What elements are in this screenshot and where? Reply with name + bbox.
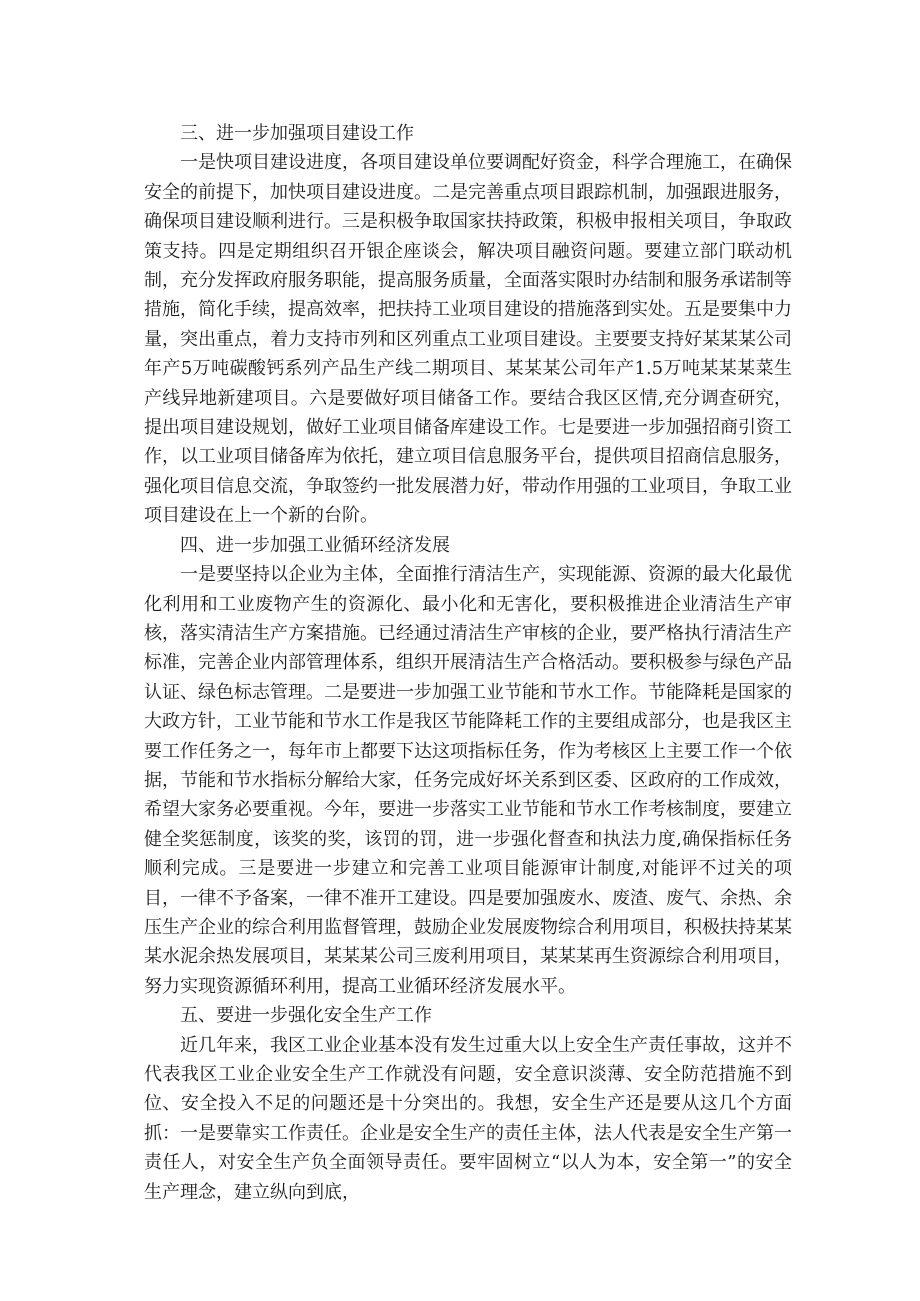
document-body [144, 119, 792, 1207]
section-3-paragraph: 一是快项目建设进度，各项目建设单位要调配好资金，科学合理施工，在确保安全的前提下，加快项目建设进度。二是完善重点项目跟踪机制，加强跟进服务，确保项目建设顺利进行。三是积极争取国家扶持政策，积极申报相关项目，争取政策支持。四是定期组织召开银企座谈会，解决项目融资问题。要建立部门联动机制，充分发挥政府服务职能，提高服务质量，全面落实限时办结制和服务承诺制等措施，简化手续，提高效率，把扶持工业项目建设的措施落到实处。五是要集中力量，突出重点，着力支持市列和区列重点工业项目建设。主要要支持好某某某公司年产5万吨碳酸钙系列产品生产线二期项目、某某某公司年产1.5万吨某某某菜生产线异地新建项目。六是要做好项目储备工作。要结合我区区情,充分调查研究，提出项目建设规划，做好工业项目储备库建设工作。七是要进一步加强招商引资工作，以工业项目储备库为依托，建立项目信息服务平台，提供项目招商信息服务，强化项目信息交流，争取签约一批发展潜力好，带动作用强的工业项目，争取工业项目建设在上一个新的台阶。 [144, 152, 792, 527]
section-heading-3: 三、进一步加强项目建设工作 [180, 123, 414, 144]
section-4-paragraph: 一是要坚持以企业为主体，全面推行清洁生产，实现能源、资源的最大化最优化利用和工业废物产生的资源化、最小化和无害化，要积极推进企业清洁生产审核，落实清洁生产方案措施。已经通过清洁生产审核的企业，要严格执行清洁生产标准，完善企业内部管理体系，组织开展清洁生产合格活动。要积极参与绿色产品认证、绿色标志管理。二是要进一步加强工业节能和节水工作。节能降耗是国家的大政方针，工业节能和节水工作是我区节能降耗工作的主要组成部分，也是我区主要工作任务之一，每年市上都要下达这项指标任务，作为考核区上主要工作一个依据，节能和节水指标分解给大家，任务完成好坏关系到区委、区政府的工作成效，希望大家务必要重视。今年，要进一步落实工业节能和节水工作考核制度，要建立健全奖惩制度，该奖的奖，该罚的罚，进一步强化督查和执法力度,确保指标任务顺利完成。三是要进一步建立和完善工业项目能源审计制度,对能评不过关的项目，一律不予备案，一律不准开工建设。四是要加强废水、废渣、废气、余热、余压生产企业的综合利用监督管理，鼓励企业发展废物综合利用项目，积极扶持某某某水泥余热发展项目，某某某公司三废利用项目，某某某再生资源综合利用项目，努力实现资源循环利用，提高工业循环经济发展水平。 [144, 564, 792, 997]
section-heading-4: 四、进一步加强工业循环经济发展 [180, 534, 450, 556]
section-5-paragraph: 近几年来，我区工业企业基本没有发生过重大以上安全生产责任事故，这并不代表我区工业企业安全生产工作就没有问题，安全意识淡薄、安全防范措施不到位、安全投入不足的问题还是十分突出的。我想，安全生产还是要从这几个方面抓：一是要靠实工作责任。企业是安全生产的责任主体，法人代表是安全生产第一责任人，对安全生产负全面领导责任。要牢固树立“以人为本，安全第一”的安全生产理念，建立纵向到底， [144, 1034, 792, 1203]
section-heading-5: 五、要进一步强化安全生产工作 [180, 1005, 432, 1027]
